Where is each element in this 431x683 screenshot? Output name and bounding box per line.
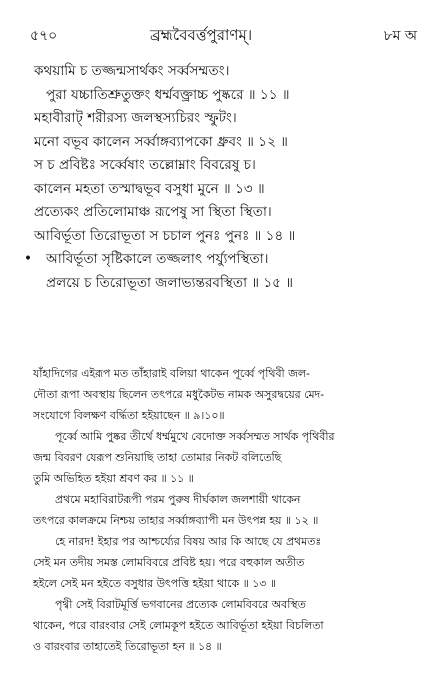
commentary-line: যাঁহাদিগের এইরূপ মত তাঁহারাই বলিয়া থাকেন পূর্ব্বে পৃথিবী জল-: [33, 367, 310, 380]
verse-line: কথয়ামি চ তজ্জন্মসার্থকং সর্ব্বসম্মতং।: [34, 63, 230, 79]
verse-line: স চ প্রবিষ্টঃ সর্ব্বেষাং তল্লোম্নাং বিবরেষু চ।: [34, 157, 256, 173]
commentary-paragraph: [33, 594, 417, 657]
commentary-line: হে নারদ! ইহার পর আশ্চর্য্যের বিষয় আর কি আছে যে প্রথমতঃ: [55, 535, 322, 548]
page-number: ৫৭০: [30, 28, 58, 44]
commentary-line: হইলে সেই মন হইতে বসুধার উৎপত্তি হইয়া থাকে ॥ ১৩ ॥: [33, 577, 276, 590]
verse-line: আবির্ভূতা তিরোভূতা স চচাল পুনঃ পুনঃ ॥ ১৪ ॥: [34, 227, 296, 244]
commentary-line: পূর্ব্বে আমি পুষ্কর তীর্থে ধর্ম্মমুখে বেদোক্ত সর্ব্বসম্মত সার্থক পৃথিবীর: [55, 430, 335, 443]
verse-line: প্রত্যেকং প্রতিলোমাঞ্চ রূপেষু সা স্থিতা স্থিতা।: [34, 204, 272, 220]
commentary-paragraph: [33, 426, 417, 489]
commentary-line: তুমি অভিহিত হইয়া শ্রবণ কর ॥ ১১ ॥: [33, 472, 194, 485]
running-title: ব্রহ্মবৈবর্ত্তপুরাণম্।: [150, 26, 253, 44]
commentary-line: পৃথ্বী সেই বিরাটমূর্ত্তি ভগবানের প্রত্যেক লোমবিবরে অবস্থিত: [55, 598, 306, 611]
sanskrit-verses: [24, 60, 414, 295]
commentary-line: থাকেন, পরে বারংবার সেই লোমকূপ হইতে আবির্ভূতা হইয়া বিচলিতা: [33, 619, 324, 632]
commentary-paragraph: [33, 531, 417, 594]
commentary-line: ও বারংবার তাহাতেই তিরোভূতা হন ॥ ১৪ ॥: [33, 640, 222, 653]
verse-line: মনো বভূব কালেন সর্ব্বাঙ্গব্যাপকো ধ্রুবং ॥ ১২ ॥: [34, 133, 288, 150]
commentary-line: তৎপরে কালক্রমে নিশ্চয় তাহার সর্ব্বাঙ্গব্যাপী মন উৎপন্ন হয় ॥ ১২ ॥: [33, 514, 319, 527]
verse-line: [24, 248, 414, 272]
verse-line: কালেন মহতা তস্মাদ্বভূব বসুধা মুনে ॥ ১৩ ॥: [34, 180, 265, 197]
commentary-paragraph: [33, 489, 417, 531]
commentary-line: সেই মন তদীয় সমস্ত লোমবিবরে প্রবিষ্ট হয়। পরে বহুকাল অতীত: [33, 556, 305, 569]
commentary-line: প্রথমে মহাবিরাটরূপী পরম পুরুষ দীর্ঘকাল জলশায়ী থাকেন: [55, 493, 301, 506]
commentary-line: জন্ম বিবরণ যেরূপ শুনিয়াছি তাহা তোমার নিকট বলিতেছি: [33, 451, 282, 464]
page-header: [20, 10, 417, 50]
verse-line: প্রলয়ে চ তিরোভূতা জলাভ্যন্তরবস্থিতা ॥ ১৫ ॥: [46, 274, 294, 291]
verse-text: আবির্ভূতা সৃষ্টিকালে তজ্জলাৎ পর্য্যুপস্থিতা।: [46, 251, 269, 267]
bengali-commentary: [33, 363, 417, 657]
commentary-line: সংযোগে বিলক্ষণ বর্দ্ধিতা হইয়াছেন ॥ ৯।১০॥: [33, 409, 225, 422]
bullet-mark: •: [24, 251, 33, 267]
commentary-paragraph: [33, 363, 417, 426]
chapter-label: ৮ম অ: [383, 28, 417, 44]
verse-line: পুরা যচ্চাতিশ্রুতুক্তং ধর্ম্মবক্ত্রাচ্চ পুষ্করে ॥ ১১ ॥: [46, 86, 290, 103]
commentary-line: দৌতা রূপা অবস্থায় ছিলেন তৎপরে মধুকৈটভ নামক অসুরদ্বয়ের মেদ-: [33, 388, 325, 401]
verse-line: মহাবীরাট্ শরীরস্য জলস্থস্যচিরং স্ফুটং।: [34, 110, 237, 126]
